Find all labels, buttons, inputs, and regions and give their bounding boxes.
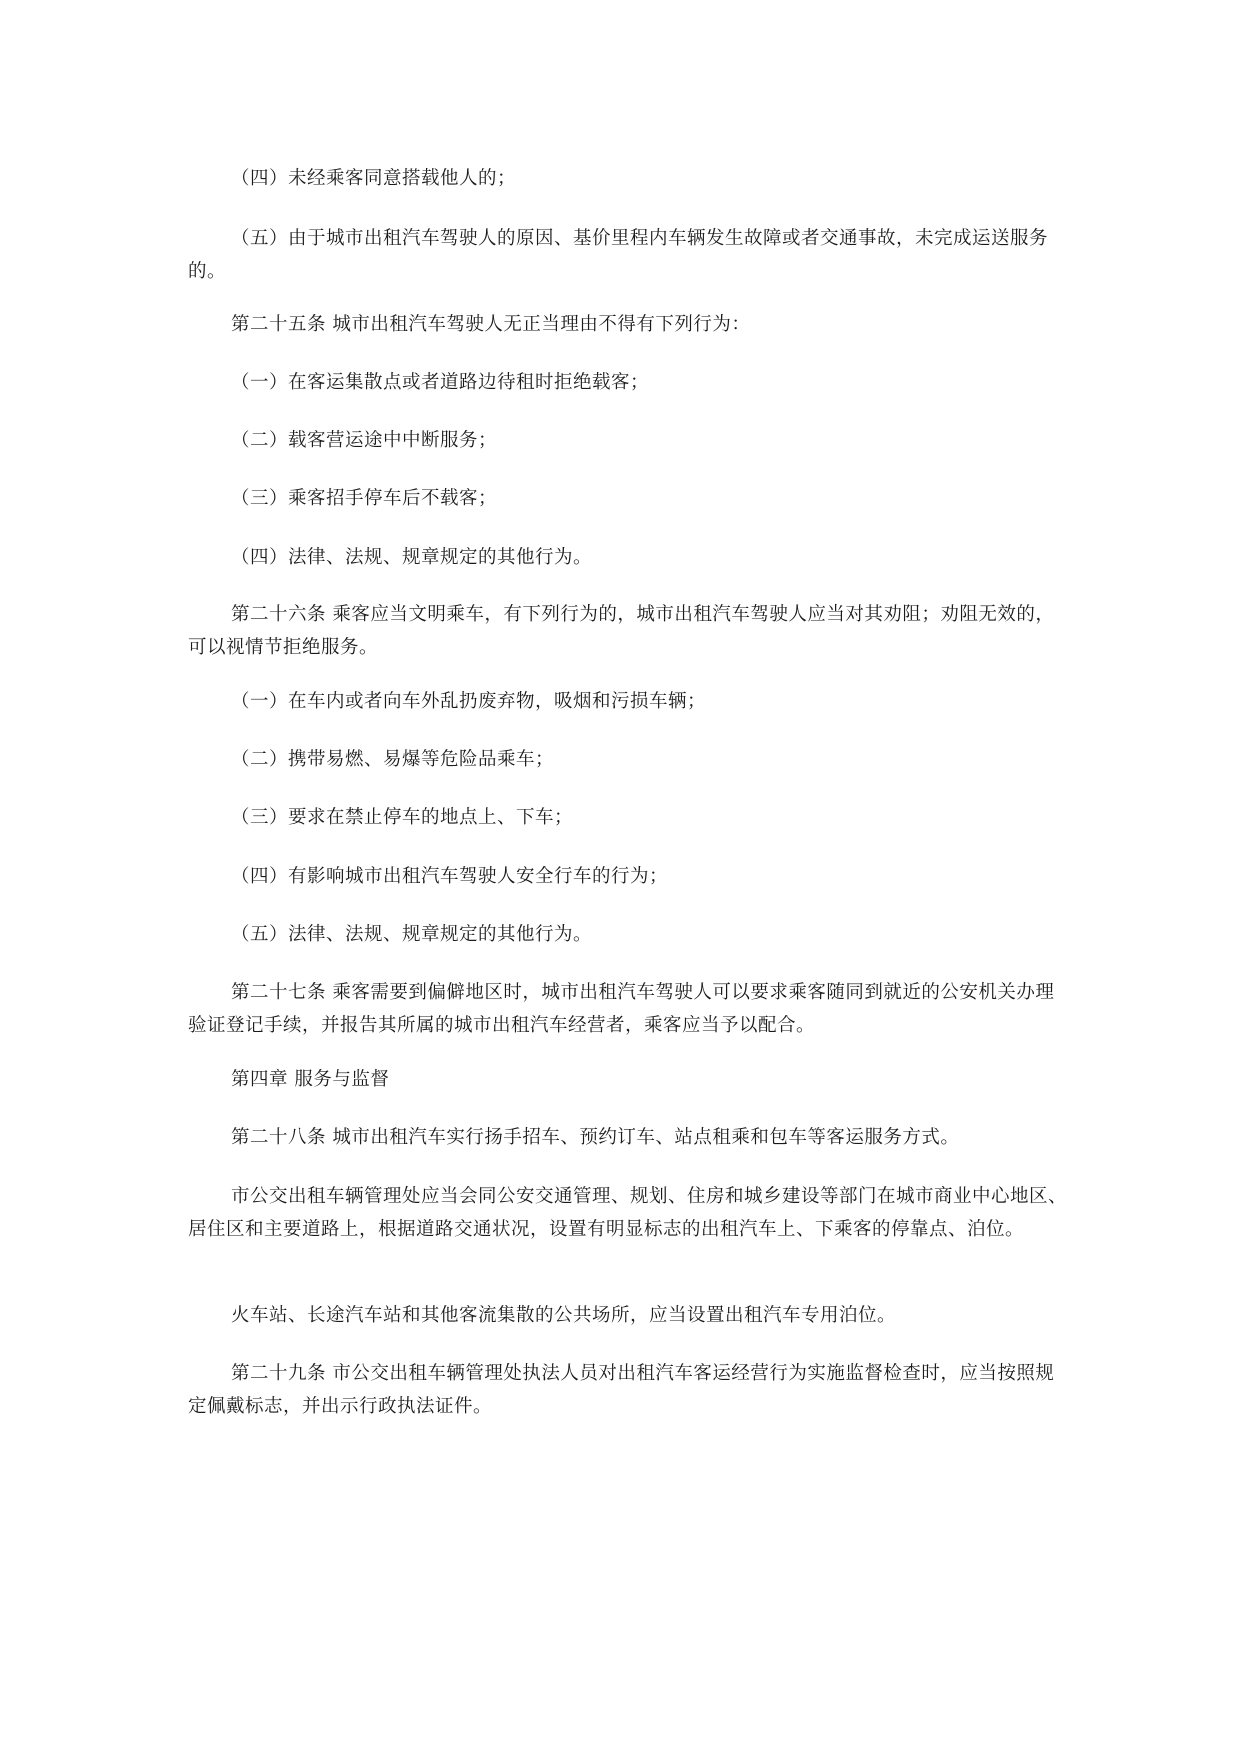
- paragraph-item-4b: （四）法律、法规、规章规定的其他行为。: [231, 547, 593, 568]
- paragraph-article-28: 第二十八条 城市出租汽车实行扬手招车、预约订车、站点租乘和包车等客运服务方式。: [231, 1127, 960, 1148]
- paragraph-item-5: （五）由于城市出租汽车驾驶人的原因、基价里程内车辆发生故障或者交通事故，未完成运送服务的。: [188, 228, 1049, 282]
- chapter-heading: 第四章 服务与监督: [231, 1069, 390, 1090]
- paragraph-article-27: 第二十七条 乘客需要到偏僻地区时，城市出租汽车驾驶人可以要求乘客随同到就近的公安机关办理验证登记手续，并报告其所属的城市出租汽车经营者，乘客应当予以配合。: [188, 982, 1055, 1036]
- paragraph-item-2: （二）载客营运途中中断服务；: [231, 430, 498, 451]
- paragraph-stations: 火车站、长途汽车站和其他客流集散的公共场所，应当设置出租汽车专用泊位。: [231, 1305, 897, 1326]
- paragraph-item-1b: （一）在车内或者向车外乱扔废弃物，吸烟和污损车辆；: [231, 691, 707, 712]
- paragraph-item-1: （一）在客运集散点或者道路边待租时拒绝载客；: [231, 372, 650, 393]
- paragraph-article-29: 第二十九条 市公交出租车辆管理处执法人员对出租汽车客运经营行为实施监督检查时，应当按照规定佩戴标志，并出示行政执法证件。: [188, 1363, 1055, 1417]
- paragraph-article-25: 第二十五条 城市出租汽车驾驶人无正当理由不得有下列行为：: [231, 314, 751, 335]
- paragraph-item-5b: （五）法律、法规、规章规定的其他行为。: [231, 924, 593, 945]
- paragraph-item-2b: （二）携带易燃、易爆等危险品乘车；: [231, 749, 555, 770]
- paragraph-stops: 市公交出租车辆管理处应当会同公安交通管理、规划、住房和城乡建设等部门在城市商业中心地区、居住区和主要道路上，根据道路交通状况，设置有明显标志的出租汽车上、下乘客的停靠点、泊位。: [188, 1186, 1068, 1240]
- paragraph-item-3: （三）乘客招手停车后不载客；: [231, 488, 498, 509]
- paragraph-item-3b: （三）要求在禁止停车的地点上、下车；: [231, 807, 574, 828]
- paragraph-article-26: 第二十六条 乘客应当文明乘车，有下列行为的，城市出租汽车驾驶人应当对其劝阻；劝阻无效的，可以视情节拒绝服务。: [188, 604, 1055, 658]
- paragraph-item-4c: （四）有影响城市出租汽车驾驶人安全行车的行为；: [231, 866, 669, 887]
- paragraph-item-4: （四）未经乘客同意搭载他人的；: [231, 168, 517, 189]
